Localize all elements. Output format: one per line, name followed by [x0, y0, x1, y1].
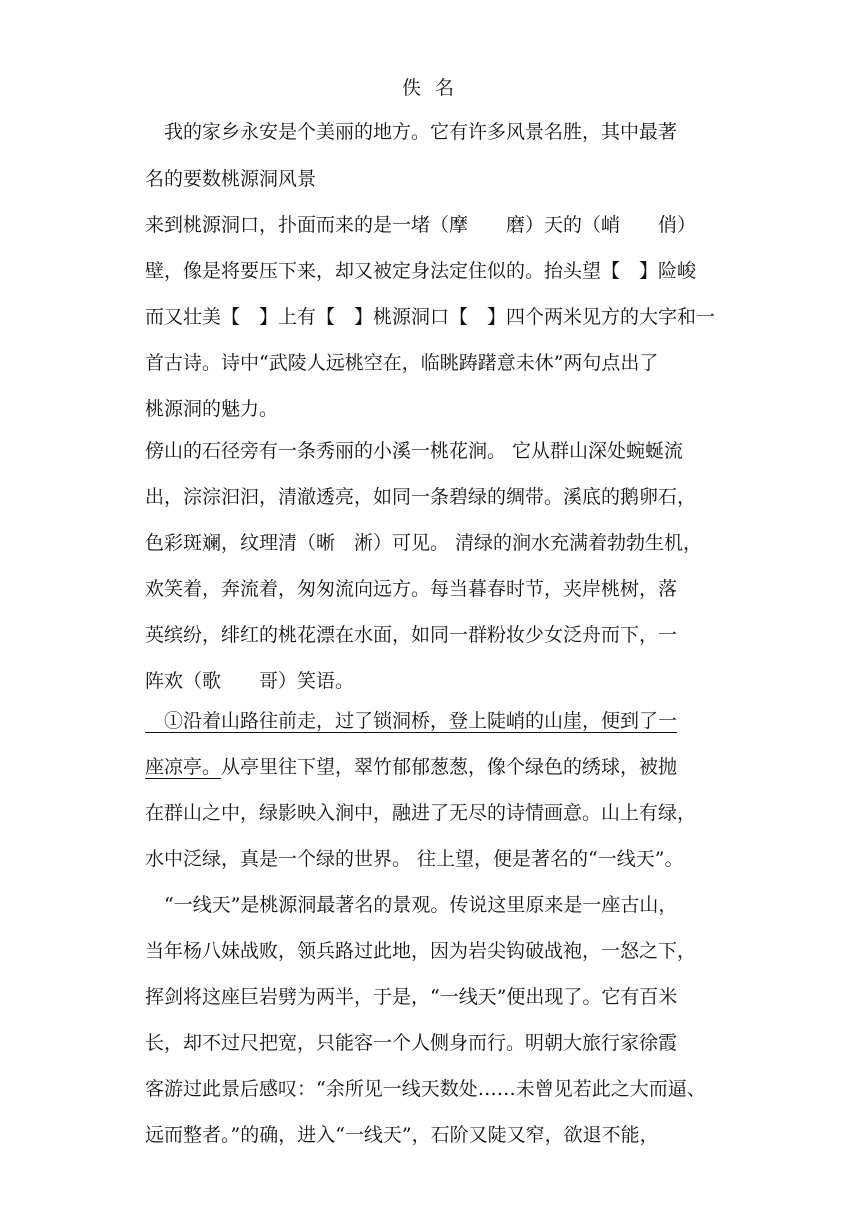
text-line: 在群山之中，绿影映入涧中，融进了无尽的诗情画意。山上有绿，: [145, 802, 697, 824]
text-line: 水中泛绿，真是一个绿的世界。 往上望，便是著名的“一线天”。: [145, 848, 684, 870]
text-line: 名的要数桃源洞风景: [145, 168, 317, 190]
text-line: 长，却不过尺把宽，只能容一个人侧身而行。明朝大旅行家徐霞: [145, 1032, 678, 1054]
text-line: [145, 707, 725, 735]
text-segment: 从亭里往下望，翠竹郁郁葱葱，像个绿色的绣球，被抛: [221, 756, 678, 778]
text-line: 我的家乡永安是个美丽的地方。它有许多风景名胜，其中最著: [145, 121, 678, 143]
text-line: 挥剑将这座巨岩劈为两半，于是，“一线天”便出现了。它有百米: [145, 986, 678, 1008]
text-line: 壁，像是将要压下来，却又被定身法定住似的。抬头望【 】险峻: [145, 260, 697, 282]
text-line: 傍山的石径旁有一条秀丽的小溪一桃花涧。 它从群山深处蜿蜒流: [145, 440, 684, 462]
text-line: 当年杨八妹战败，领兵路过此地，因为岩尖钩破战袍，一怒之下，: [145, 940, 697, 962]
document-title: 佚 名: [401, 77, 459, 99]
text-line: 英缤纷，绯红的桃花漂在水面，如同一群粉妆少女泛舟而下，一: [145, 624, 678, 646]
text-line: 出，淙淙汩汩，清澈透亮，如同一条碧绿的绸带。溪底的鹅卵石，: [145, 486, 697, 508]
underlined-sentence: ①沿着山路往前走，过了锁洞桥，登上陡峭的山崖，便到了一: [145, 710, 678, 732]
text-line: 首古诗。诗中“武陵人远桃空在，临眺踌躇意未休”两句点出了: [145, 352, 659, 374]
text-line: 来到桃源洞口，扑面而来的是一堵（摩 磨）天的（峭 俏）: [145, 214, 697, 236]
text-line: 欢笑着，奔流着，匆匆流向远方。每当暮春时节，夹岸桃树，落: [145, 578, 678, 600]
text-line: 而又壮美【 】上有【 】桃源洞口【 】四个两米见方的大字和一: [145, 306, 716, 328]
text-line: 阵欢（歌 哥）笑语。: [145, 670, 355, 692]
text-line: 远而整者。”的确，进入“一线天”，石阶又陡又窄，欲退不能，: [145, 1124, 659, 1146]
text-line: “一线天”是桃源洞最著名的景观。传说这里原来是一座古山，: [145, 894, 678, 916]
text-line: 客游过此景后感叹：“余所见一线天数处……未曾见若此之大而逼、: [145, 1078, 706, 1100]
text-line: 桃源洞的魅力。: [145, 398, 279, 420]
underlined-sentence-end: 座凉亭。: [145, 756, 222, 778]
text-line: 色彩斑斓，纹理清（晰 淅）可见。 清绿的涧水充满着勃勃生机，: [145, 532, 703, 554]
text-line: [145, 753, 725, 781]
